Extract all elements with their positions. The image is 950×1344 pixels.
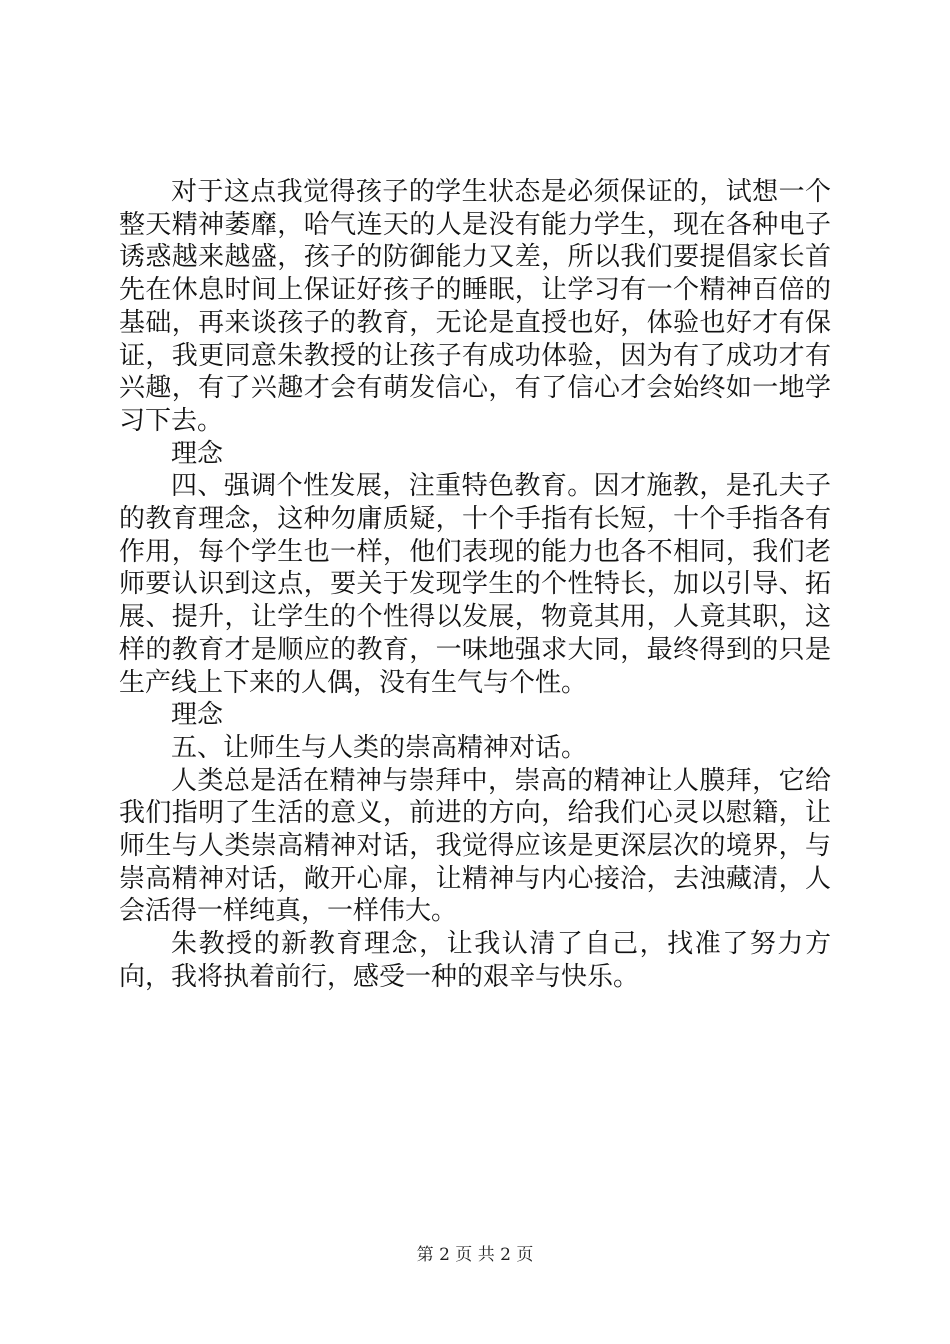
paragraph-noble-spirit: 人类总是活在精神与崇拜中，崇高的精神让人膜拜，它给我们指明了生活的意义，前进的方向，给我们心灵以慰籍，让师生与人类崇高精神对话，我觉得应该是更深层次的境界，与崇高精神对话，敞开心扉，让精神与内心接洽，去浊藏清，人会活得一样纯真，一样伟大。 [119,765,831,927]
paragraph-heading-concept-2: 理念 [171,700,224,731]
paragraph-student-state: 对于这点我觉得孩子的学生状态是必须保证的，试想一个整天精神萎靡，哈气连天的人是没有能力学生，现在各种电子诱惑越来越盛，孩子的防御能力又差，所以我们要提倡家长首先在休息时间上保证好孩子的睡眠，让学习有一个精神百倍的基础，再来谈孩子的教育，无论是直授也好，体验也好才有保证，我更同意朱教授的让孩子有成功体验，因为有了成功才有兴趣，有了兴趣才会有萌发信心，有了信心才会始终如一地学习下去。 [119,177,831,436]
paragraph-individual-development: 四、强调个性发展，注重特色教育。因才施教，是孔夫子的教育理念，这种勿庸质疑，十个手指有长短，十个手指各有作用，每个学生也一样，他们表现的能力也各不相同，我们老师要认识到这点，要关于发现学生的个性特长，加以引导、拓展、提升，让学生的个性得以发展，物竟其用，人竟其职，这样的教育才是顺应的教育，一味地强求大同，最终得到的只是生产线上下来的人偶，没有生气与个性。 [119,471,831,698]
paragraph-heading-concept-1: 理念 [171,438,224,469]
paragraph-conclusion: 朱教授的新教育理念，让我认清了自己，找准了努力方向，我将执着前行，感受一种的艰辛与快乐。 [119,929,831,992]
page-number-footer: 第 2 页 共 2 页 [416,1245,534,1265]
document-body [119,176,831,994]
paragraph-section-five-title: 五、让师生与人类的崇高精神对话。 [171,732,588,763]
